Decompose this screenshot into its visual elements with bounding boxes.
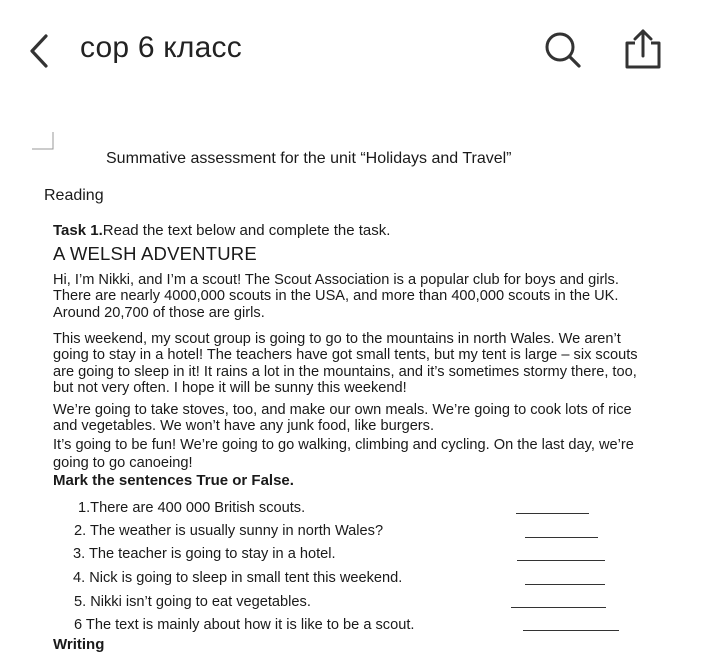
document-title: сор 6 класс [80,31,242,64]
answer-blank [511,607,606,608]
text-line: We’re going to take stoves, too, and make our own meals. We’re going to cook lots of rice [53,402,632,418]
answer-blank [525,584,605,585]
app-bar [0,0,701,100]
statement-6: 6 The text is mainly about how it is like to be a scout. [74,617,415,633]
page-corner-mark [32,132,54,150]
text-line: are going to sleep in it! It rains a lot in the mountains, and it’s sometimes stormy there, too, [53,363,637,380]
paragraph-3 [53,402,632,435]
text-line: going to go canoeing! [53,455,193,471]
section-writing: Writing [53,636,105,653]
paragraph-1 [53,272,619,321]
document-header: Summative assessment for the unit “Holidays and Travel” [106,150,512,167]
chevron-left-icon [26,33,54,69]
back-button[interactable] [26,33,54,69]
section-reading: Reading [44,187,104,204]
share-button[interactable] [622,28,664,72]
statement-3: 3. The teacher is going to stay in a hotel. [73,546,336,562]
statement-1: 1.There are 400 000 British scouts. [78,500,306,516]
answer-blank [516,513,589,514]
instruction: Mark the sentences True or False. [53,472,294,489]
answer-blank [523,630,619,631]
statement-4: 4. Nick is going to sleep in small tent this weekend. [73,570,403,586]
answer-blank [525,537,598,538]
story-title: A WELSH ADVENTURE [53,243,257,264]
statement-5: 5. Nikki isn’t going to eat vegetables. [74,594,311,610]
search-button[interactable] [543,30,583,70]
text-line: but not very often. I hope it will be sunny this weekend! [53,379,407,396]
text-line: going to stay in a hotel! The teachers have got small tents, but my tent is large – six scouts [53,347,638,364]
task-text: Read the text below and complete the task. [102,222,391,239]
text-line: Around 20,700 of those are girls. [53,304,265,321]
paragraph-2 [53,331,638,396]
text-line: Hi, I’m Nikki, and I’m a scout! The Scout Association is a popular club for boys and girls. [53,272,619,288]
text-line: This weekend, my scout group is going to go to the mountains in north Wales. We aren’t [53,331,621,347]
task-label: Task 1. [53,222,103,239]
text-line: There are nearly 4000,000 scouts in the USA, and more than 400,000 scouts in the UK. [53,288,619,305]
statement-2: 2. The weather is usually sunny in north Wales? [74,523,384,539]
text-line: It’s going to be fun! We’re going to go walking, climbing and cycling. On the last day, we’re [53,437,634,453]
answer-blank [517,560,605,561]
text-line: and vegetables. We won’t have any junk food, like burgers. [53,418,435,435]
paragraph-4 [53,436,634,472]
search-icon [543,30,583,70]
share-icon [622,28,664,72]
task-line [53,222,390,239]
